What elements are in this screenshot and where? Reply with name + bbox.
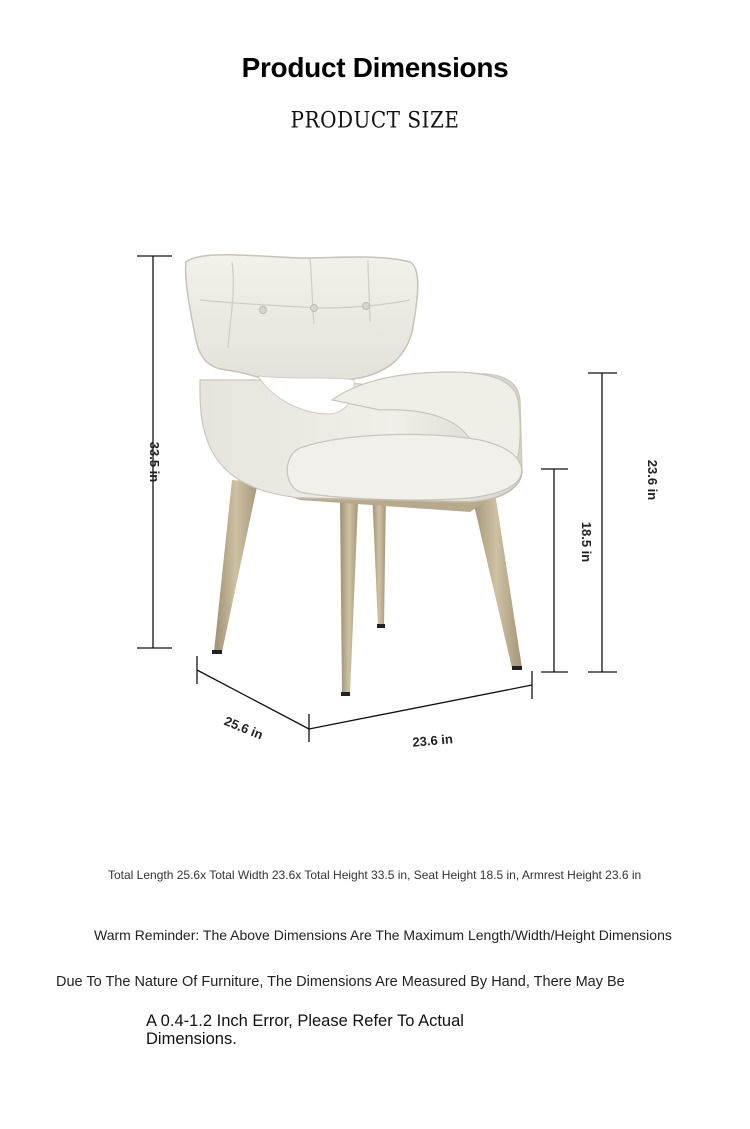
tuft-button bbox=[311, 305, 318, 312]
tuft-button bbox=[363, 303, 370, 310]
page-subtitle: PRODUCT SIZE bbox=[290, 106, 460, 134]
error-note: A 0.4-1.2 Inch Error, Please Refer To Actual Dimensions. bbox=[146, 1012, 464, 1048]
chair-dimension-diagram bbox=[0, 230, 750, 790]
foot bbox=[341, 692, 350, 696]
leg-back-right bbox=[372, 490, 386, 626]
chair-seat bbox=[287, 434, 522, 500]
leg-front-left bbox=[340, 500, 358, 694]
chair-illustration bbox=[186, 255, 522, 696]
width-label: 23.6 in bbox=[411, 731, 454, 750]
depth-dimension-line bbox=[197, 670, 309, 729]
height-label: 33.5 in bbox=[147, 441, 162, 483]
foot bbox=[377, 624, 385, 628]
page-title: Product Dimensions bbox=[241, 52, 509, 83]
warm-reminder: Warm Reminder: The Above Dimensions Are The Maximum Length/Width/Height Dimensions bbox=[94, 927, 672, 943]
leg-front-right bbox=[470, 486, 522, 668]
depth-label: 25.6 in bbox=[222, 713, 266, 743]
foot bbox=[512, 666, 522, 670]
tuft-button bbox=[260, 307, 267, 314]
foot bbox=[212, 650, 222, 654]
chair-backrest bbox=[186, 255, 418, 392]
armrest-height-label: 23.6 in bbox=[645, 459, 660, 501]
seat-height-label: 18.5 in bbox=[579, 521, 594, 563]
measurement-note: Due To The Nature Of Furniture, The Dimensions Are Measured By Hand, There May Be bbox=[56, 974, 625, 990]
dimension-summary: Total Length 25.6x Total Width 23.6x Total Height 33.5 in, Seat Height 18.5 in, Armrest Height 23.6 in bbox=[108, 868, 642, 882]
leg-back-left bbox=[214, 480, 258, 652]
